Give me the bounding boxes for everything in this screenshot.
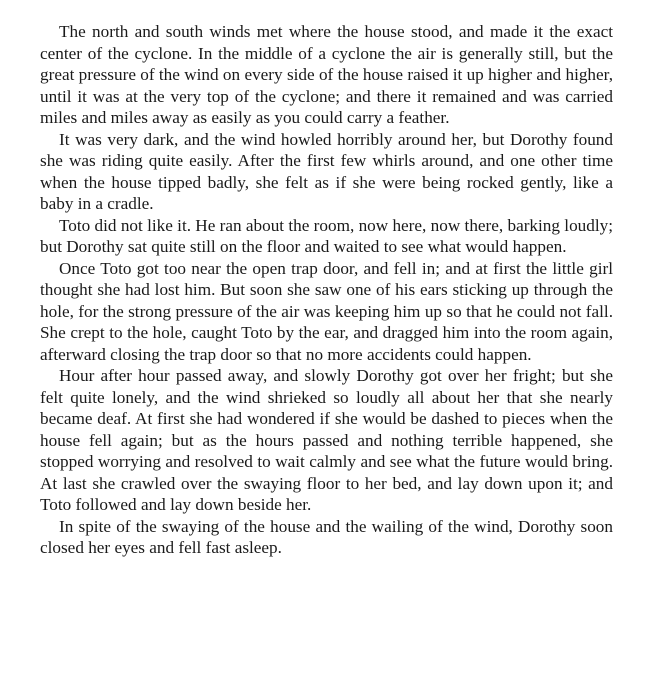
- paragraph-5: Hour after hour passed away, and slowly Dorothy got over her fright; but she felt quite lonely, and the wind shrieked so loudly all about her that she nearly became deaf. At first she had wondered if she would be dashed to pieces when the house fell again; but as the hours passed and nothing terrible happened, she stopped worrying and resolved to wait calmly and see what the future would bring. At last she crawled over the swaying floor to her bed, and lay down upon it; and Toto followed and lay down beside her.: [40, 366, 613, 514]
- paragraph-3: Toto did not like it. He ran about the room, now here, now there, barking loudly; but Dorothy sat quite still on the floor and waited to see what would happen.: [40, 215, 613, 256]
- paragraph-4: Once Toto got too near the open trap door, and fell in; and at first the little girl thought she had lost him. But soon she saw one of his ears sticking up through the hole, for the strong pressure of the air was keeping him up so that he could not fall. She crept to the hole, caught Toto by the ear, and dragged him into the room again, afterward closing the trap door so that no more accidents could happen.: [40, 258, 613, 364]
- paragraph-1: The north and south winds met where the house stood, and made it the exact center of the cyclone. In the middle of a cyclone the air is generally still, but the great pressure of the wind on every side of the house raised it up higher and higher, until it was at the very top of the cyclone; and there it remained and was carried miles and miles away as easily as you could carry a feather.: [40, 22, 613, 127]
- paragraph-6: In spite of the swaying of the house and the wailing of the wind, Dorothy soon closed her eyes and fell fast asleep.: [40, 516, 613, 557]
- paragraph-2: It was very dark, and the wind howled horribly around her, but Dorothy found she was riding quite easily. After the first few whirls around, and one other time when the house tipped badly, she felt as if she were being rocked gently, like a baby in a cradle.: [40, 129, 613, 213]
- document-page: [40, 21, 613, 559]
